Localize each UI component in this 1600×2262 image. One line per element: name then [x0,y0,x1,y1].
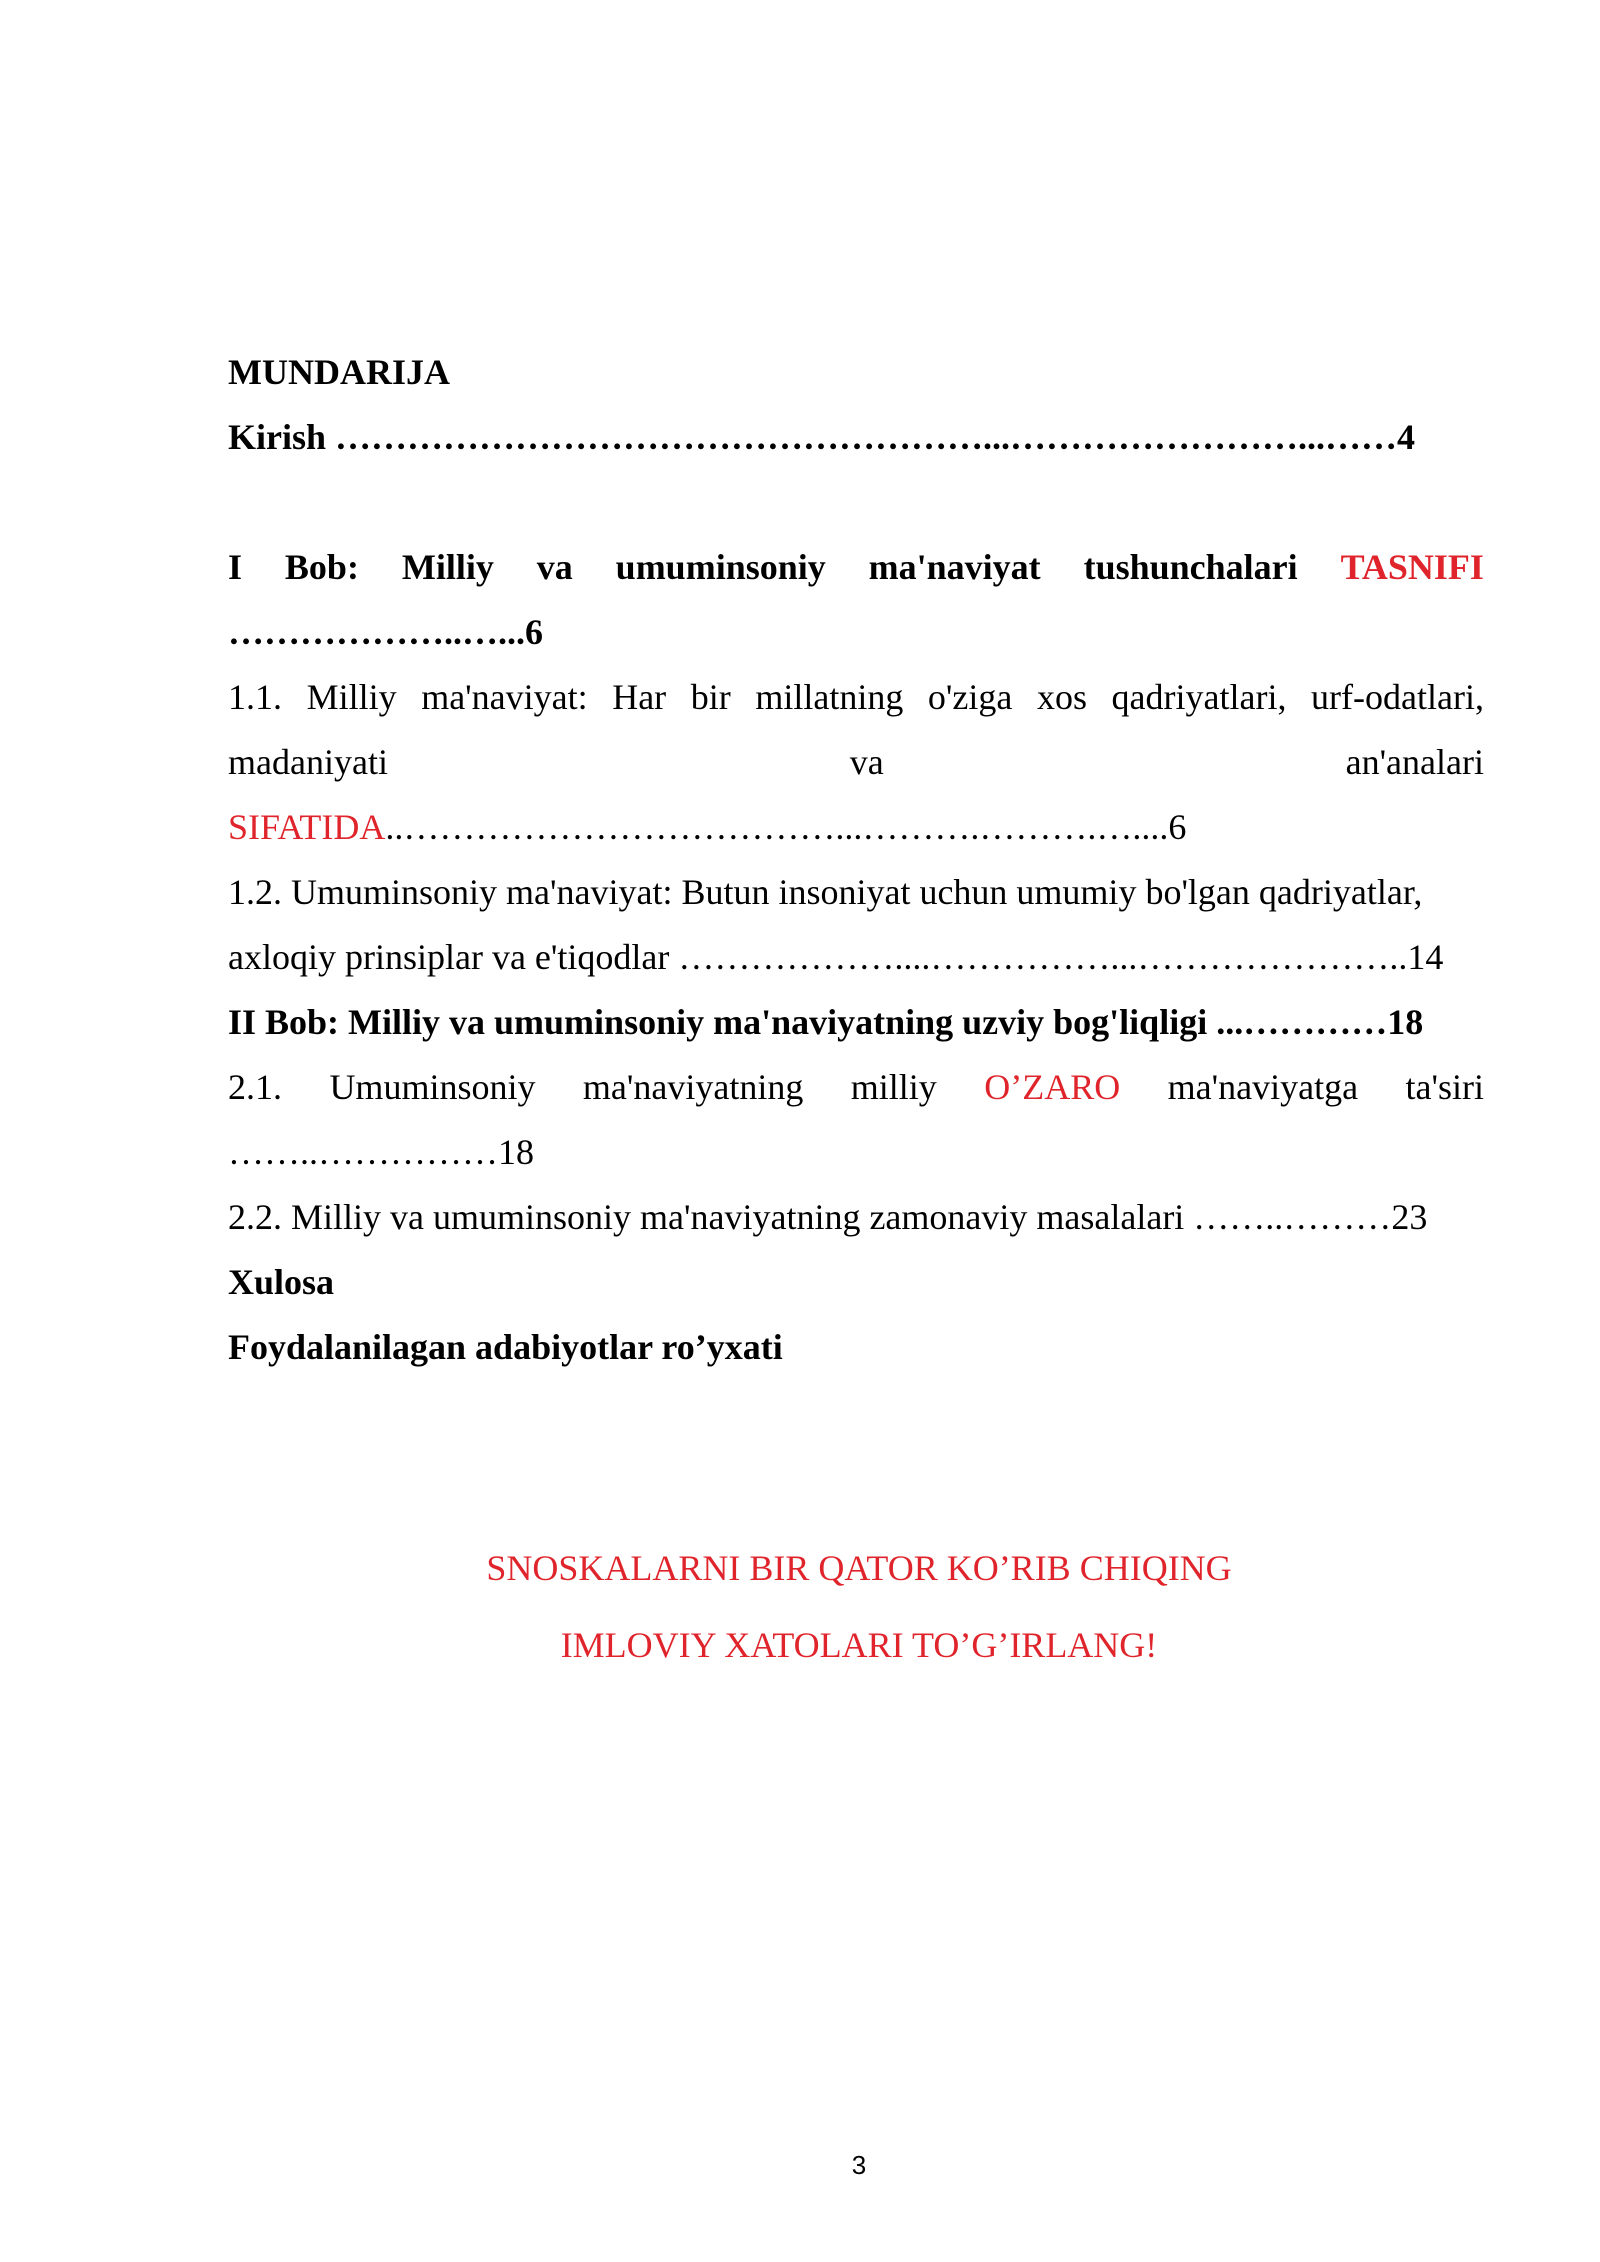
word: 2.1. [228,1067,282,1107]
toc-title: MUNDARIJA [228,352,450,392]
toc-entry-text: II Bob: Milliy va umuminsoniy ma'naviyatning uzviy bog'liqligi ...………… [228,1002,1388,1042]
word: bir [690,677,731,717]
word: ma'naviyatning [582,1067,804,1107]
toc-entry-s11-line1 [228,665,1484,730]
word: o'ziga [927,677,1013,717]
word: an'analari [1345,742,1484,782]
word: madaniyati [228,742,388,782]
word: xos [1036,677,1087,717]
toc-entry-page: 4 [1397,417,1416,457]
page-number: 3 [851,2150,867,2180]
toc-entry-bob2 [228,990,1484,1055]
word: tushunchalari [1083,547,1298,587]
toc-entry-text: axloqiy prinsiplar va e'tiqodlar ………………....……………...………………….. [228,937,1408,977]
toc-entry-page: 23 [1391,1197,1428,1237]
word: I [228,547,243,587]
word: milliy [850,1067,937,1107]
toc-entry-bob1-line2 [228,600,1484,665]
toc-entry-page: 18 [1387,1002,1424,1042]
table-of-contents [228,340,1484,1380]
toc-leader: ……..…………… [228,1132,498,1172]
toc-entry-s11-line3 [228,795,1484,860]
toc-leader: ………………..…... [228,612,525,652]
word: qadriyatlari, [1111,677,1287,717]
word: Milliy [401,547,494,587]
toc-entry-s21-line1 [228,1055,1484,1120]
blank-line [228,470,1484,535]
review-note-spelling: IMLOVIY XATOLARI TO’G’IRLANG! [560,1625,1158,1665]
toc-leader: ..………………………………...……….……….….... [385,807,1169,847]
toc-entry-s12-line1: 1.2. Umuminsoniy ma'naviyat: Butun insoniyat uchun umumiy bo'lgan qadriyatlar, [228,872,1423,912]
highlight-tasnifi: TASNIFI [1340,547,1484,587]
toc-entry-adabiyotlar: Foydalanilagan adabiyotlar ro’yxati [228,1327,783,1367]
word: va [536,547,573,587]
toc-entry-bob1-line1 [228,535,1484,600]
toc-entry-s11-line2 [228,730,1484,795]
word: 1.1. [228,677,282,717]
highlight-ozaro: O’ZARO [984,1067,1121,1107]
toc-entry-xulosa: Xulosa [228,1262,335,1302]
word: umuminsoniy [615,547,826,587]
toc-entry-page: 18 [498,1132,534,1172]
word: Har [612,677,667,717]
word: Milliy [306,677,397,717]
word: urf-odatlari, [1311,677,1484,717]
word: millatning [755,677,904,717]
toc-entry-s12-line2 [228,925,1484,990]
review-note-footnotes: SNOSKALARNI BIR QATOR KO’RIB CHIQING [486,1548,1232,1588]
toc-entry-text: 2.2. Milliy va umuminsoniy ma'naviyatning zamonaviy masalalari ……..……… [228,1197,1392,1237]
word: ma'naviyat: [421,677,588,717]
review-notes [0,1530,1600,1684]
toc-entry-page: 14 [1407,937,1444,977]
word: ma'naviyat [868,547,1041,587]
toc-entry-kirish [228,405,1484,470]
toc-entry-s21-line2 [228,1120,1484,1185]
word: ta'siri [1405,1067,1484,1107]
word: va [849,742,884,782]
word: Bob: [284,547,359,587]
highlight-sifatida: SIFATIDA [228,807,386,847]
word: Umuminsoniy [329,1067,536,1107]
toc-entry-text: Kirish ………………………………………………...……………………...…… [228,417,1398,457]
toc-entry-s22 [228,1185,1484,1250]
toc-entry-page: 6 [1168,807,1187,847]
toc-entry-page: 6 [525,612,543,652]
word: ma'naviyatga [1167,1067,1359,1107]
